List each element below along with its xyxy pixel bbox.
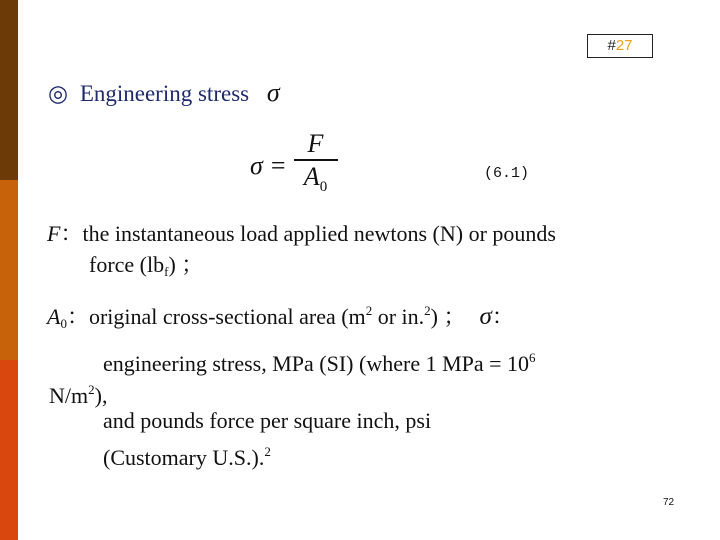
formula-numerator: F	[307, 129, 324, 159]
side-band-top	[0, 0, 18, 180]
area-symbol: A	[47, 304, 61, 329]
formula-lhs: σ	[250, 151, 263, 180]
force-definition-line2: force $(lb_f)$ ；	[89, 252, 204, 279]
force-definition-line1: F：the instantaneous load applied newtons (N) or pounds	[47, 221, 556, 246]
stress-definition-line1: engineering stress, MPa (SI) (where 1 MPa = $10^6$	[103, 350, 536, 376]
formula-equals: =	[270, 151, 286, 180]
area-definition: $A_0$：original cross-sectional area ($m^2$ or in.$^2$) ； σ：	[47, 303, 514, 331]
equation-number: (6.1)	[484, 165, 530, 182]
formula-denominator: $A_0$	[303, 161, 328, 195]
heading-sigma-symbol: σ	[266, 78, 280, 107]
stress-definition-line2: $N/m^2$),	[49, 382, 108, 408]
heading	[48, 79, 280, 108]
stress-definition-line3: and pounds force per square inch, psi	[103, 408, 432, 433]
force-symbol: F	[47, 221, 61, 246]
formula-fraction	[294, 129, 338, 203]
area-line-sigma-symbol: σ	[479, 303, 492, 330]
stress-formula	[250, 129, 338, 198]
side-band-bottom	[0, 360, 18, 540]
slide-number-box	[587, 34, 653, 58]
slide-number-hash: #	[607, 37, 616, 54]
side-band-middle	[0, 180, 18, 360]
page-number: 72	[663, 497, 675, 508]
heading-text: Engineering stress	[79, 81, 250, 106]
bullet-icon: ◎	[48, 81, 69, 106]
stress-definition-line4: (Customary U.S.).$^2$	[103, 444, 271, 470]
slide-number-value: 27	[615, 37, 633, 54]
